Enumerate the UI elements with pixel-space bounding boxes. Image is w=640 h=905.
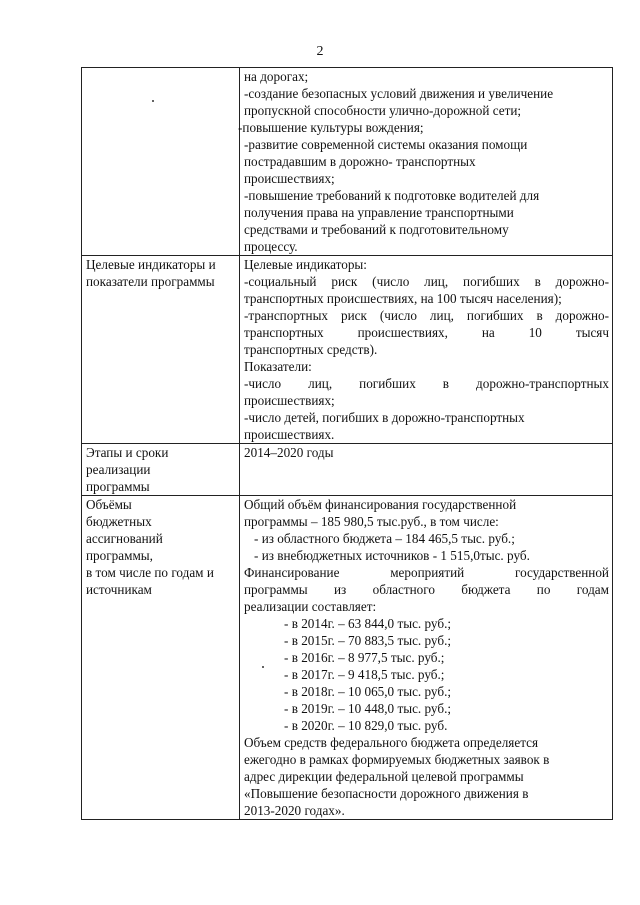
funding-year-line: - в 2014г. – 63 844,0 тыс. руб.; bbox=[284, 616, 452, 631]
text-line: программы из областного бюджета по годам bbox=[244, 582, 609, 597]
text-line: - из областного бюджета – 184 465,5 тыс. руб.; bbox=[254, 531, 515, 546]
text-line: -социальный риск (число лиц, погибших в дорожно- bbox=[244, 274, 609, 289]
row-content-cell bbox=[240, 496, 613, 820]
text-line: Общий объём финансирования государственной bbox=[244, 497, 517, 512]
text-line: -число лиц, погибших в дорожно-транспортных bbox=[244, 376, 609, 391]
funding-year-line: - в 2015г. – 70 883,5 тыс. руб.; bbox=[284, 633, 452, 648]
text-line: -повышение культуры вождения; bbox=[238, 120, 424, 135]
funding-year-line: - в 2019г. – 10 448,0 тыс. руб.; bbox=[284, 701, 452, 716]
text-line: получения права на управление транспортными bbox=[244, 205, 514, 220]
text-line: происшествиях; bbox=[244, 393, 335, 408]
row-label-line: программы, bbox=[86, 548, 153, 563]
text-line: Целевые индикаторы: bbox=[244, 257, 367, 272]
text-line: -повышение требований к подготовке водителей для bbox=[244, 188, 540, 203]
row-label-cell bbox=[82, 444, 240, 496]
funding-year-line: - в 2016г. – 8 977,5 тыс. руб.; bbox=[284, 650, 445, 665]
row-label-line: показатели программы bbox=[86, 274, 215, 289]
text-line: Показатели: bbox=[244, 359, 312, 374]
program-passport-table bbox=[81, 67, 613, 820]
row-label-line: в том числе по годам и bbox=[86, 565, 214, 580]
row-label-line: бюджетных bbox=[86, 514, 152, 529]
text-line: -число детей, погибших в дорожно-транспортных bbox=[244, 410, 525, 425]
row-content-cell bbox=[240, 256, 613, 444]
text-line: 2013-2020 годах». bbox=[244, 803, 345, 818]
table-row bbox=[82, 496, 613, 820]
text-line: происшествиях; bbox=[244, 171, 335, 186]
text-line: ежегодно в рамках формируемых бюджетных заявок в bbox=[244, 752, 550, 767]
text-line: адрес дирекции федеральной целевой программы bbox=[244, 769, 524, 784]
row-label-line: ассигнований bbox=[86, 531, 163, 546]
text-line: транспортных средств). bbox=[244, 342, 378, 357]
page-number: 2 bbox=[316, 44, 324, 59]
row-label-cell bbox=[82, 496, 240, 820]
text-line: пострадавшим в дорожно- транспортных bbox=[244, 154, 476, 169]
row-label-cell bbox=[82, 256, 240, 444]
row-label-line: Объёмы bbox=[86, 497, 132, 512]
text-line: Финансирование мероприятий государственной bbox=[244, 565, 609, 580]
text-line: пропускной способности улично-дорожной сети; bbox=[244, 103, 522, 118]
row-content-cell bbox=[240, 444, 613, 496]
text-line: «Повышение безопасности дорожного движения в bbox=[244, 786, 529, 801]
text-line: -транспортных риск (число лиц, погибших в дорожно- bbox=[244, 308, 609, 323]
text-line: происшествиях. bbox=[244, 427, 335, 442]
text-line: -создание безопасных условий движения и увеличение bbox=[244, 86, 554, 101]
row-label-line: программы bbox=[86, 479, 150, 494]
text-line: - из внебюджетных источников - 1 515,0тыс. руб. bbox=[254, 548, 530, 563]
row-label-line: источникам bbox=[86, 582, 152, 597]
text-line: процессу. bbox=[244, 239, 298, 254]
text-line: программы – 185 980,5 тыс.руб., в том числе: bbox=[244, 514, 499, 529]
row-label-cell bbox=[82, 68, 240, 256]
text-line: транспортных происшествиях, на 100 тысяч населения); bbox=[244, 291, 562, 306]
text-line: реализации составляет: bbox=[244, 599, 377, 614]
text-line: на дорогах; bbox=[244, 69, 309, 84]
text-line: 2014–2020 годы bbox=[244, 445, 334, 460]
table-row bbox=[82, 256, 613, 444]
row-label-line: Целевые индикаторы и bbox=[86, 257, 216, 272]
text-line: Объем средств федерального бюджета определяется bbox=[244, 735, 539, 750]
table-row bbox=[82, 68, 613, 256]
row-label-line: Этапы и сроки bbox=[86, 445, 169, 460]
row-label-line: реализации bbox=[86, 462, 151, 477]
text-line: -развитие современной системы оказания помощи bbox=[244, 137, 528, 152]
text-line: транспортных происшествиях, на 10 тысяч bbox=[244, 325, 609, 340]
funding-year-line: - в 2017г. – 9 418,5 тыс. руб.; bbox=[284, 667, 445, 682]
table-row bbox=[82, 444, 613, 496]
text-line: средствами и требований к подготовительному bbox=[244, 222, 509, 237]
funding-year-line: - в 2020г. – 10 829,0 тыс. руб. bbox=[284, 718, 448, 733]
funding-year-line: - в 2018г. – 10 065,0 тыс. руб.; bbox=[284, 684, 452, 699]
row-content-cell bbox=[240, 68, 613, 256]
